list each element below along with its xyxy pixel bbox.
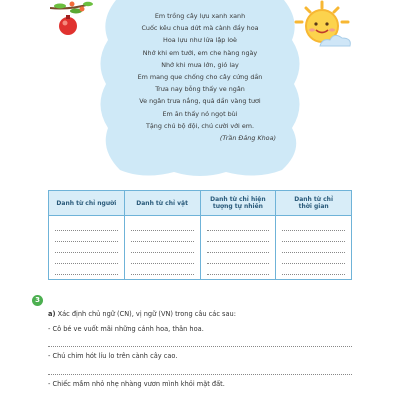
part-a-label: a) <box>48 310 56 318</box>
answer-cell-object[interactable] <box>124 216 200 280</box>
poem-line: Em mang que chống cho cây cứng dần <box>137 73 263 82</box>
col-header-time-nouns: Danh từ chỉ thời gian <box>276 191 352 216</box>
table-row <box>49 216 352 280</box>
poem-line: Em trồng cây lựu xanh xanh <box>154 12 246 20</box>
part-a-prompt: Xác định chủ ngữ (CN), vị ngữ (VN) trong câu các sau: <box>57 310 236 318</box>
exercise-3a-prompt <box>48 310 236 318</box>
table-header-row <box>49 191 352 216</box>
col-header-object-nouns: Danh từ chỉ vật <box>124 191 200 216</box>
answer-cell-phenomena[interactable] <box>200 216 276 280</box>
poem-text <box>96 10 304 144</box>
answer-line-2[interactable] <box>48 374 352 375</box>
col-header-natural-phenomena-nouns: Danh từ chỉ hiện tượng tự nhiên <box>200 191 276 216</box>
poem-author: (Trần Đăng Khoa) <box>219 134 276 143</box>
poem-line: Ve ngân trưa nắng, quả dần vàng tươi <box>139 97 261 106</box>
poem-line: Trưa nay bỗng thấy ve ngân <box>155 85 245 94</box>
exercise-number-badge: 3 <box>32 295 43 306</box>
sentence-2: - Chú chim hót líu lo trên cành cây cao. <box>48 352 178 360</box>
sun-icon <box>292 0 356 54</box>
sentence-1: - Cô bé ve vuốt mãi những cánh hoa, thân hoa. <box>48 325 204 333</box>
poem-line: Nhớ khi em tưới, em che hàng ngày <box>142 48 258 57</box>
poem-line: Cuốc kêu chua dứt mà cành đầy hoa <box>141 24 259 33</box>
answer-cell-time[interactable] <box>276 216 352 280</box>
poem-cloud-panel <box>96 0 304 178</box>
poem-line: Hoa lựu như lửa lập loè <box>163 36 237 45</box>
col-header-person-nouns: Danh từ chỉ người <box>49 191 125 216</box>
poem-line: Nhớ khi mưa lớn, gió lay <box>161 60 239 69</box>
sentence-3: - Chiếc mầm nhỏ nhẹ nhàng vươn mình khỏi mặt đất. <box>48 380 225 388</box>
pomegranate-branch-icon <box>50 0 102 40</box>
answer-cell-person[interactable] <box>49 216 125 280</box>
poem-line: Em ăn thấy nó ngọt bùi <box>162 109 238 118</box>
answer-line-1[interactable] <box>48 346 352 347</box>
poem-line: Tặng chú bộ đội, chú cười với em. <box>145 121 255 130</box>
noun-classification-table <box>48 190 352 280</box>
